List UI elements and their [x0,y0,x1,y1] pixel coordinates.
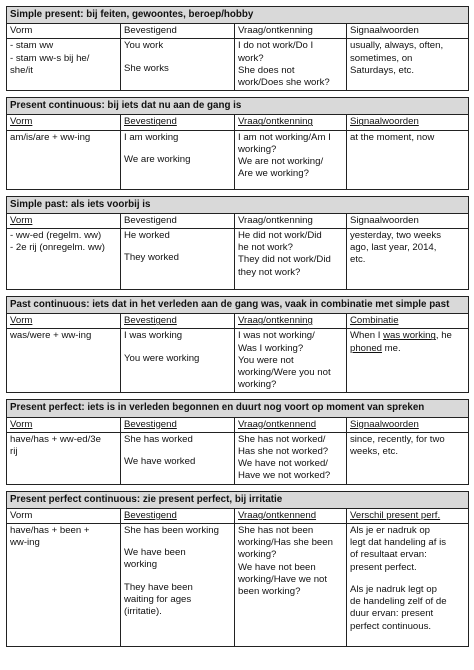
cell-line: You were not [238,354,294,366]
cell-line: I am not working/Am I [238,131,331,143]
column-header [121,115,235,130]
cell-line [124,446,231,456]
column-header [7,115,121,130]
cell-line: Was I working? [238,342,304,354]
cell-text: , he [435,330,452,342]
cell-line: yesterday, two weeks [350,230,441,242]
column-header [235,115,347,130]
cell-line: perfect continuous. [350,620,432,632]
cell-line: working? [238,549,277,561]
cell-line [124,572,231,582]
column-header [121,213,235,228]
column-header [7,24,121,39]
cell-line: duur ervan: present [350,608,434,620]
cell-line: working? [238,379,277,391]
cell-line: work? [238,52,264,64]
cell-line: She has not been [238,525,314,537]
column-header-label: Combinatie [350,315,399,327]
column-header [7,417,121,432]
cell-line: am/is/are + ww-ing [10,131,91,143]
cell-line: We have worked [124,456,196,468]
column-header [121,314,235,329]
cell-line: working/Were you not [238,367,331,379]
table-cell [7,130,121,189]
cell-line: de handeling zelf of de [350,596,447,608]
cell-line: I was working [124,330,183,342]
cell-line: waiting for ages [124,593,192,605]
column-header [235,213,347,228]
column-header-label: Vorm [10,509,33,521]
cell-line: They have been [124,581,193,593]
cell-line: - stam ww-s bij he/ [10,52,90,64]
table-cell [347,229,469,290]
table-row [7,39,469,91]
column-header [121,24,235,39]
table-cell [347,432,469,484]
cell-line: He did not work/Did [238,230,322,242]
cell-line: They worked [124,252,179,264]
column-header-label: Vraag/ontkenning [238,214,313,226]
column-header [7,508,121,523]
column-header-label: Vorm [10,116,33,128]
cell-line: etc. [350,254,366,266]
cell-line [124,537,231,547]
cell-line: Have we not worked? [238,470,331,482]
cell-line: been working? [238,586,301,598]
cell-line [124,242,231,252]
cell-line: I was not working/ [238,330,315,342]
column-header-label: Vorm [10,315,33,327]
column-header-label: Vraag/ontkenning [238,25,313,37]
column-header [347,213,469,228]
table-cell [121,329,235,393]
column-header [235,24,347,39]
cell-line: We have not worked/ [238,458,328,470]
column-header [121,508,235,523]
cell-line: working/Have we not [238,573,328,585]
column-header-label: Bevestigend [124,25,177,37]
cell-line: ago, last year, 2014, [350,242,437,254]
table-cell [121,39,235,91]
cell-line: working/Has she been [238,537,333,549]
column-header-label: Bevestigend [124,214,177,226]
column-header [7,314,121,329]
table-cell [121,229,235,290]
column-header-label: Vraag/ontkennend [238,509,317,521]
cell-line: I do not work/Do I [238,40,314,52]
cell-line: of resultaat ervan: [350,549,427,561]
cell-line: she/it [10,64,33,76]
column-header-label: Signaalwoorden [350,25,419,37]
cell-line: present perfect. [350,561,417,573]
section-title: Present continuous: bij iets dat nu aan de gang is [7,98,469,115]
column-header [121,417,235,432]
cell-line [350,330,465,342]
cell-line: ww-ing [10,537,40,549]
cell-line: You work [124,40,164,52]
section-spacer [7,484,469,491]
table-cell [235,130,347,189]
cell-line: have/has + been + [10,525,90,537]
cell-line: have/has + ww-ed/3e [10,433,101,445]
table-cell [121,432,235,484]
column-header-label: Bevestigend [124,509,177,521]
column-header [7,213,121,228]
column-header-label: Bevestigend [124,116,177,128]
cell-line: weeks, etc. [350,446,398,458]
section-title: Simple present: bij feiten, gewoontes, beroep/hobby [7,7,469,24]
table-cell [7,39,121,91]
column-header-label: Vorm [10,418,33,430]
column-header-label: Vraag/ontkennend [238,418,317,430]
cell-line: he not work? [238,242,293,254]
cell-line: since, recently, for two [350,433,445,445]
tenses-table [6,6,469,647]
table-cell [7,229,121,290]
table-cell [235,229,347,290]
cell-line: She has worked [124,433,193,445]
cell-line: - ww-ed (regelm. ww) [10,230,102,242]
cell-line: legt dat handeling af is [350,537,447,549]
cell-line: She does not [238,64,295,76]
column-header-label: Vraag/ontkenning [238,116,313,128]
table-cell [235,524,347,647]
table-cell [235,39,347,91]
cell-text: me. [382,342,401,354]
section-spacer [7,189,469,196]
cell-line: Als je er nadruk op [350,525,430,537]
cell-line: We have been [124,547,186,559]
cell-line: We are not working/ [238,156,324,168]
cell-line: usually, always, often, [350,40,444,52]
cell-line: Saturdays, etc. [350,64,414,76]
column-header [347,24,469,39]
column-header [347,314,469,329]
cell-line: They did not work/Did [238,254,331,266]
table-cell [347,329,469,393]
cell-line: She has not worked/ [238,433,326,445]
table-cell [235,432,347,484]
cell-line: was/were + ww-ing [10,330,92,342]
column-header-label: Vorm [10,214,33,226]
table-cell [121,130,235,189]
cell-line: She has been working [124,525,219,537]
table-cell [235,329,347,393]
cell-text: When I [350,330,384,342]
cell-line: Has she not worked? [238,446,329,458]
cell-line: sometimes, on [350,52,413,64]
table-cell [7,524,121,647]
section-spacer [7,91,469,98]
cell-line: they not work? [238,266,301,278]
column-header [235,417,347,432]
table-row [7,130,469,189]
cell-line: We have not been [238,561,316,573]
table-row [7,229,469,290]
cell-line: Are we working? [238,168,309,180]
table-row [7,432,469,484]
column-header-label: Signaalwoorden [350,116,419,128]
column-header-label: Bevestigend [124,418,177,430]
underlined-verb: phoned [350,342,383,354]
column-header-label: Vorm [10,25,33,37]
underlined-verb: was working [383,330,436,342]
cell-line [124,53,231,63]
table-cell [347,524,469,647]
grammar-table-page [6,6,468,647]
column-header [235,508,347,523]
cell-line [350,343,465,355]
column-header [235,314,347,329]
table-row [7,329,469,393]
section-spacer [7,393,469,400]
cell-line: - stam ww [10,40,54,52]
section-title: Past continuous: iets dat in het verleden aan de gang was, vaak in combinatie met simple past [7,297,469,314]
column-header [347,508,469,523]
column-header [347,115,469,130]
column-header-label: Vraag/ontkenning [238,315,313,327]
cell-line: - 2e rij (onregelm. ww) [10,242,105,254]
cell-line: work/Does she work? [238,77,330,89]
cell-line: (irritatie). [124,606,162,618]
cell-line [124,343,231,353]
column-header [347,417,469,432]
cell-line: We are working [124,153,191,165]
column-header-label: Signaalwoorden [350,214,419,226]
cell-line [350,574,465,584]
cell-line: She works [124,62,169,74]
section-title: Present perfect: iets is in verleden begonnen en duurt nog voort op moment van spreken [7,400,469,417]
column-header-label: Verschil present perf. [350,509,441,521]
cell-line: Als je nadruk legt op [350,583,437,595]
cell-line: rij [10,446,18,458]
table-cell [121,524,235,647]
section-title: Simple past: als iets voorbij is [7,196,469,213]
cell-line: working [124,559,158,571]
cell-line: You were working [124,352,200,364]
cell-line: I am working [124,131,179,143]
table-cell [7,432,121,484]
column-header-label: Bevestigend [124,315,177,327]
cell-line: He worked [124,230,170,242]
table-row [7,524,469,647]
cell-line: working? [238,143,277,155]
table-cell [347,130,469,189]
section-title: Present perfect continuous: zie present perfect, bij irritatie [7,491,469,508]
table-cell [347,39,469,91]
cell-line: at the moment, now [350,131,435,143]
column-header-label: Signaalwoorden [350,418,419,430]
table-cell [7,329,121,393]
section-spacer [7,290,469,297]
cell-line [124,144,231,154]
